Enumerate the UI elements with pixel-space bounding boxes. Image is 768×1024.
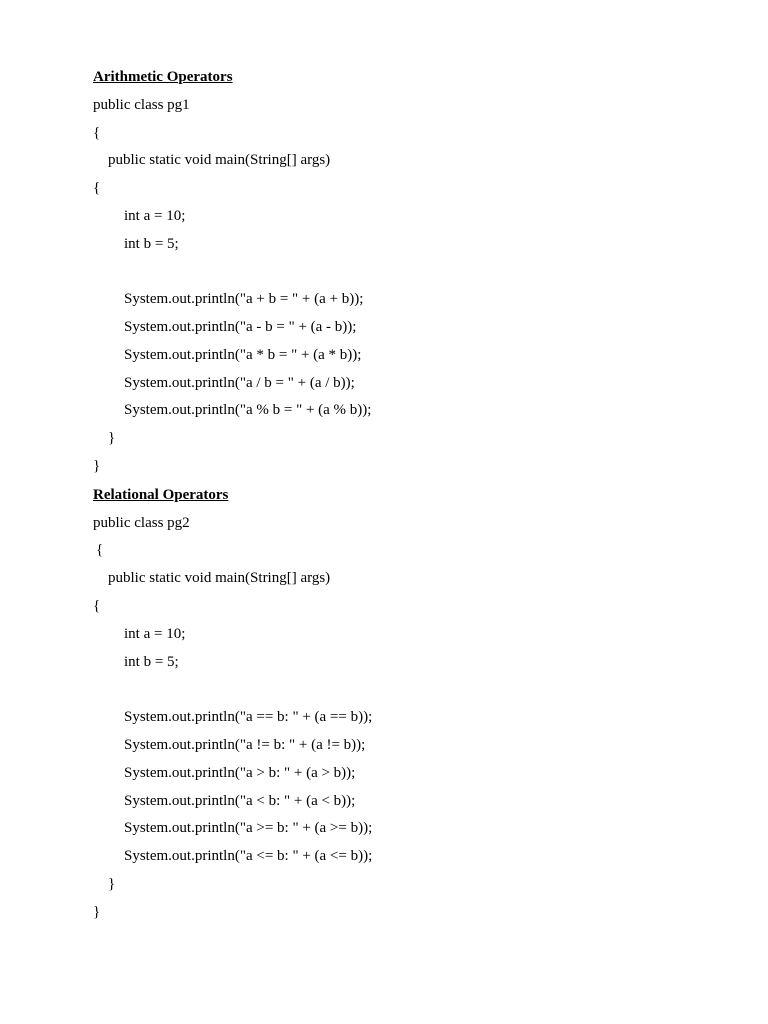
class-open-brace: { [93, 125, 101, 141]
code-statement: System.out.println("a < b: " + (a < b)); [124, 793, 356, 809]
main-close-brace: } [108, 430, 116, 446]
class-close-brace: } [93, 458, 101, 474]
code-statement: System.out.println("a != b: " + (a != b)); [124, 737, 366, 753]
code-statement: System.out.println("a >= b: " + (a >= b)); [124, 820, 373, 836]
main-method-declaration: public static void main(String[] args) [108, 570, 331, 586]
code-statement: System.out.println("a + b = " + (a + b)); [124, 291, 364, 307]
code-statement: System.out.println("a > b: " + (a > b)); [124, 765, 356, 781]
class-declaration: public class pg2 [93, 515, 190, 531]
code-statement: System.out.println("a - b = " + (a - b)); [124, 319, 357, 335]
variable-declaration-a: int a = 10; [124, 208, 186, 224]
code-statement: System.out.println("a * b = " + (a * b)); [124, 347, 362, 363]
code-statement: System.out.println("a == b: " + (a == b)); [124, 709, 373, 725]
main-open-brace: { [93, 180, 101, 196]
code-statement: System.out.println("a / b = " + (a / b)); [124, 375, 355, 391]
code-statement: System.out.println("a % b = " + (a % b)); [124, 402, 372, 418]
variable-declaration-a: int a = 10; [124, 626, 186, 642]
section-heading: Relational Operators [93, 487, 229, 503]
main-close-brace: } [108, 876, 116, 892]
main-method-declaration: public static void main(String[] args) [108, 152, 331, 168]
section-heading: Arithmetic Operators [93, 69, 233, 85]
variable-declaration-b: int b = 5; [124, 236, 179, 252]
class-declaration: public class pg1 [93, 97, 190, 113]
main-open-brace: { [93, 598, 101, 614]
class-open-brace: { [96, 542, 104, 558]
class-close-brace: } [93, 904, 101, 920]
code-statement: System.out.println("a <= b: " + (a <= b)); [124, 848, 373, 864]
variable-declaration-b: int b = 5; [124, 654, 179, 670]
